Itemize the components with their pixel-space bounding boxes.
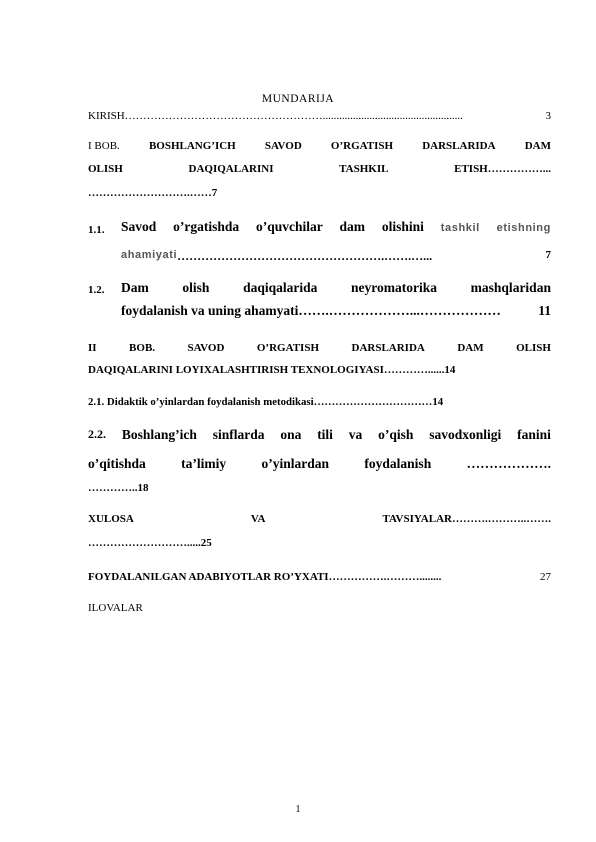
toc-word: DAM — [524, 140, 551, 152]
toc-entry-xulosa-line2: ……………………….....25 — [88, 537, 212, 549]
toc-word: foydalanish — [364, 456, 432, 471]
toc-word: sinflarda — [212, 427, 265, 442]
toc-word: OLISH — [516, 342, 551, 354]
toc-word: mashqlaridan — [470, 280, 551, 295]
toc-dots: ………………. — [466, 456, 551, 471]
toc-word: etishning — [496, 222, 551, 234]
toc-word: ona — [280, 427, 302, 442]
toc-number: 1.1. — [88, 224, 105, 236]
toc-word: o’quvchilar — [255, 219, 323, 234]
page-title: MUNDARIJA — [261, 93, 335, 105]
toc-word: ETISH……………... — [454, 163, 551, 175]
toc-word: ta’limiy — [181, 456, 227, 471]
toc-entry-xulosa[interactable] — [88, 513, 551, 525]
toc-entry-2-2[interactable] — [88, 427, 551, 443]
toc-word: OLISH — [88, 163, 123, 175]
toc-entry-bob1[interactable] — [88, 140, 551, 152]
toc-entry-1-1-line2 — [121, 249, 551, 264]
toc-word: Boshlang’ich — [121, 427, 197, 442]
toc-word: DAQIQALARINI — [188, 163, 274, 175]
toc-word: neyromatorika — [351, 280, 438, 295]
toc-word: TASHKIL — [339, 163, 389, 175]
toc-word: DAM — [457, 342, 484, 354]
toc-dots: ………………………………………………................................................... — [124, 110, 463, 122]
toc-word: o’yinlardan — [261, 456, 330, 471]
toc-word: fanini — [517, 427, 551, 442]
toc-entry-2-2-line2 — [88, 456, 551, 472]
toc-entry-bob2[interactable] — [88, 342, 551, 354]
toc-word: SAVOD — [264, 140, 302, 152]
toc-prefix: I BOB. — [88, 140, 120, 152]
toc-dots: …………………………………………….…….…... — [177, 249, 433, 263]
toc-word: olish — [182, 280, 210, 295]
toc-text: FOYDALANILGAN ADABIYOTLAR RO’YXATI…………….………........ — [88, 571, 442, 583]
toc-word: DARSLARIDA — [351, 342, 425, 354]
toc-entry-bob2-line2: DAQIQALARINI LOYIXALASHTIRISH TEXNOLOGIYASI…………......14 — [88, 364, 456, 376]
toc-word: XULOSA — [88, 513, 134, 525]
toc-entry-ilovalar[interactable]: ILOVALAR — [88, 602, 143, 614]
toc-word: savodxonligi — [429, 427, 502, 442]
toc-word: O’RGATISH — [256, 342, 320, 354]
toc-word: va — [348, 427, 363, 442]
toc-entry-1-1[interactable] — [121, 219, 551, 237]
toc-word: O’RGATISH — [330, 140, 394, 152]
toc-word: olishini — [381, 219, 424, 234]
toc-entry-2-1[interactable]: 2.1. Didaktik o’yinlardan foydalanish metodikasi……………………………14 — [88, 396, 444, 408]
toc-entry-1-2-line2 — [121, 303, 551, 319]
toc-entry-1-2[interactable] — [121, 280, 551, 296]
toc-entry-adabiyotlar[interactable] — [88, 571, 551, 583]
toc-page: 27 — [540, 571, 551, 583]
toc-word: o’qish — [378, 427, 414, 442]
toc-entry-kirish[interactable] — [88, 110, 551, 122]
toc-word: ahamiyati — [121, 249, 178, 261]
page-number: 1 — [295, 804, 301, 815]
toc-word: DARSLARIDA — [422, 140, 496, 152]
toc-word: TAVSIYALAR……….………..……. — [382, 513, 551, 525]
toc-word: daqiqalarida — [243, 280, 318, 295]
toc-word: VA — [250, 513, 266, 525]
toc-number: 1.2. — [88, 284, 105, 296]
toc-word: o’qitishda — [88, 456, 146, 471]
toc-word: o’rgatishda — [173, 219, 240, 234]
toc-word: tashkil — [440, 222, 480, 234]
toc-page: 11 — [538, 303, 551, 318]
toc-word: II — [88, 342, 97, 354]
toc-entry-bob1-line3: ……………………….……7 — [88, 187, 218, 199]
toc-entry-2-2-line3: …………..18 — [88, 482, 149, 494]
toc-word: dam — [339, 219, 366, 234]
toc-page: 7 — [545, 249, 551, 261]
toc-text: foydalanish va uning ahamyati…….………………...……………… — [121, 303, 501, 318]
toc-entry-bob1-line2 — [88, 163, 551, 175]
toc-page: 3 — [545, 110, 551, 122]
toc-word: BOB. — [129, 342, 156, 354]
toc-number: 2.2. — [88, 427, 106, 441]
toc-word: Dam — [121, 280, 149, 295]
toc-word: Savod — [121, 219, 157, 234]
toc-word: SAVOD — [187, 342, 225, 354]
toc-word: BOSHLANG’ICH — [148, 140, 236, 152]
toc-word: tili — [317, 427, 333, 442]
toc-label: KIRISH — [88, 110, 125, 122]
